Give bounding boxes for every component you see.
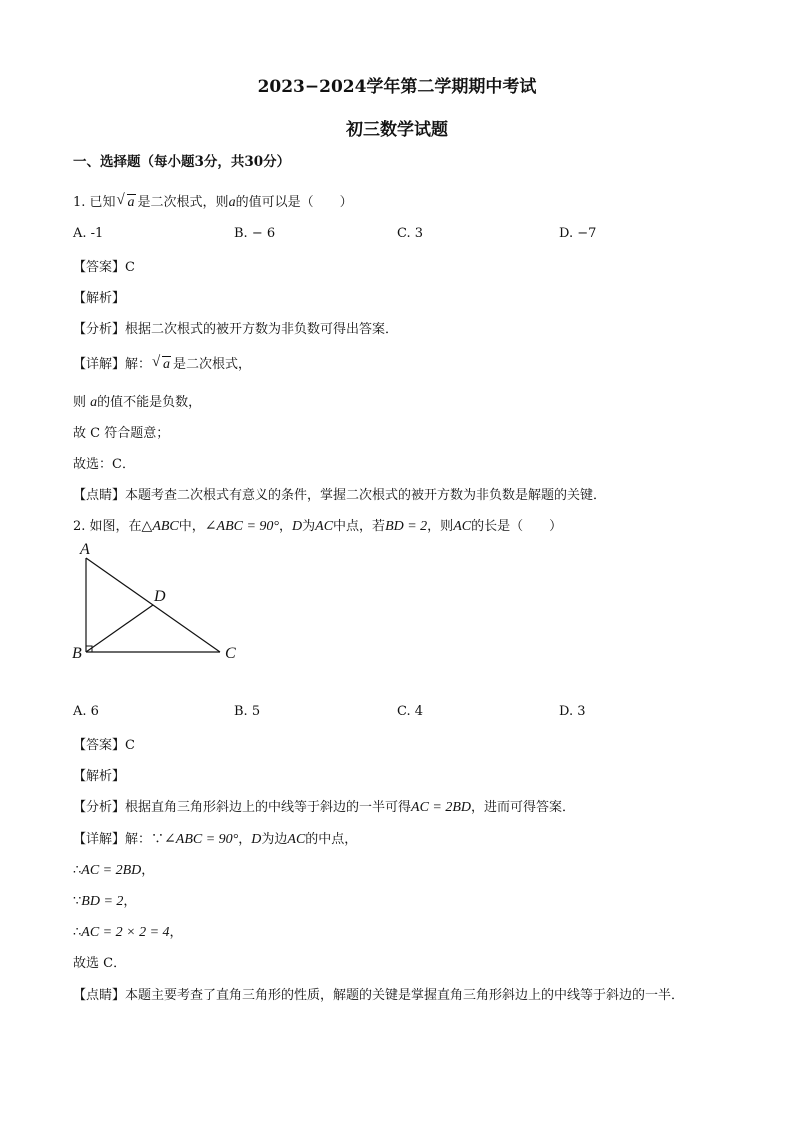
q1-stem-end: 的值可以是（ ） [235,195,353,210]
q1-line1 [73,391,201,411]
q1-option-a: A. -1 [73,226,104,241]
q1-analysis-tag: 【解析】 [73,291,126,306]
q1-dianjing [73,484,606,503]
q1-xiangjie [73,353,251,373]
xiangjie-pre: 解： [125,357,152,372]
step2-post: ， [123,894,137,909]
label-b: B [72,645,82,662]
fenxi-text: 根据二次根式的被开方数为非负数可得出答案． [125,322,399,337]
xiangjie-pre: 解：∵ [125,832,165,847]
dianjing-tag: 【点睛】 [73,488,126,503]
q2-stem-c: 为 [302,519,316,534]
q1-var: a [228,195,236,210]
exam-title: 2023−2024学年第二学期期中考试 [257,77,537,97]
q2-angle: ∠ABC = 90° [204,519,279,534]
label-a: A [80,541,90,558]
q2-stem-a: 中， [178,519,205,534]
fenxi-pre: 根据直角三角形斜边上的中线等于斜边的一半可得 [125,800,412,815]
q1-stem [73,191,353,211]
xiangjie-ac: AC [287,832,306,847]
q2-analysis-tag: 【解析】 [73,769,126,784]
answer-value: C [125,260,135,275]
q2-stem-f: 的长是（ ） [471,519,563,534]
q2-conclusion: 故选 C． [73,956,127,971]
q2-triangle: △ABC [141,519,179,534]
q2-option-d: D. 3 [559,704,586,719]
section-heading: 一、选择题（每小题3分，共30分） [73,154,291,170]
xiangjie-angle: ∠ABC = 90° [164,832,239,847]
label-c: C [225,645,236,662]
sqrt-a-2: √ a [153,357,171,373]
q2-option-a: A. 6 [73,704,99,719]
xiangjie-mid2: 为边 [261,832,288,847]
step1-math: AC = 2BD [81,863,142,878]
answer-value: C [125,738,135,753]
q1-fenxi [73,318,398,337]
q2-step3 [73,921,183,941]
therefore-symbol: ∴ [73,925,82,940]
q1-line3: 故选：C． [73,457,135,472]
q2-answer [73,734,135,753]
q2-option-b: B. 5 [234,704,261,719]
q2-stem-b: ， [279,519,293,534]
segment-bd [86,605,153,652]
q2-stem-d: 中点，若 [333,519,386,534]
because-symbol: ∵ [73,894,82,909]
q2-bd: BD = 2 [385,519,428,534]
step3-math: AC = 2 × 2 = 4 [81,925,170,940]
q2-stem-pre: 2. 如图，在 [73,519,142,534]
q1-answer [73,256,135,275]
q1-option-d: D. −7 [559,226,597,241]
therefore-symbol: ∴ [73,863,82,878]
xiangjie-tag: 【详解】 [73,357,126,372]
q1-option-c: C. 3 [397,226,424,241]
fenxi-math: AC = 2BD [411,800,472,815]
xiangjie-post: 的中点， [305,832,358,847]
xiangjie-mid: ， [238,832,252,847]
q2-stem [73,515,562,535]
q2-step2 [73,890,136,910]
line1-var: a [90,395,98,410]
answer-tag: 【答案】 [73,260,126,275]
label-d: D [154,588,166,605]
dianjing-text: 本题考查二次根式有意义的条件，掌握二次根式的被开方数为非负数是解题的关键． [125,488,607,503]
q2-ac-2: AC [453,519,472,534]
xiangjie-tag: 【详解】 [73,832,126,847]
fenxi-tag: 【分析】 [73,322,126,337]
q2-dianjing [73,984,684,1003]
triangle-figure [70,538,250,668]
line1-post: 的值不能是负数， [97,395,202,410]
step2-math: BD = 2 [81,894,124,909]
q1-stem-mid: 是二次根式，则 [137,195,229,210]
dianjing-tag: 【点睛】 [73,988,126,1003]
xiangjie-post: 是二次根式， [173,357,252,372]
q1-line2: 故 C 符合题意； [73,426,170,441]
fenxi-tag: 【分析】 [73,800,126,815]
q2-stem-e: ，则 [427,519,454,534]
q1-number: 1. 已知 [73,195,116,210]
exam-subtitle: 初三数学试题 [346,120,448,140]
step1-post: ， [141,863,155,878]
q2-d: D [292,519,303,534]
q1-option-b: B. − 6 [234,226,276,241]
fenxi-post: ，进而可得答案． [471,800,576,815]
q2-step1 [73,859,154,879]
q2-option-c: C. 4 [397,704,424,719]
dianjing-text: 本题主要考查了直角三角形的性质，解题的关键是掌握直角三角形斜边上的中线等于斜边的一半． [125,988,685,1003]
q2-fenxi [73,796,575,816]
line1-pre: 则 [73,395,87,410]
q2-xiangjie [73,828,357,848]
step3-post: ， [169,925,183,940]
answer-tag: 【答案】 [73,738,126,753]
sqrt-a: √ a [118,195,136,211]
xiangjie-d: D [251,832,262,847]
q2-ac: AC [315,519,334,534]
